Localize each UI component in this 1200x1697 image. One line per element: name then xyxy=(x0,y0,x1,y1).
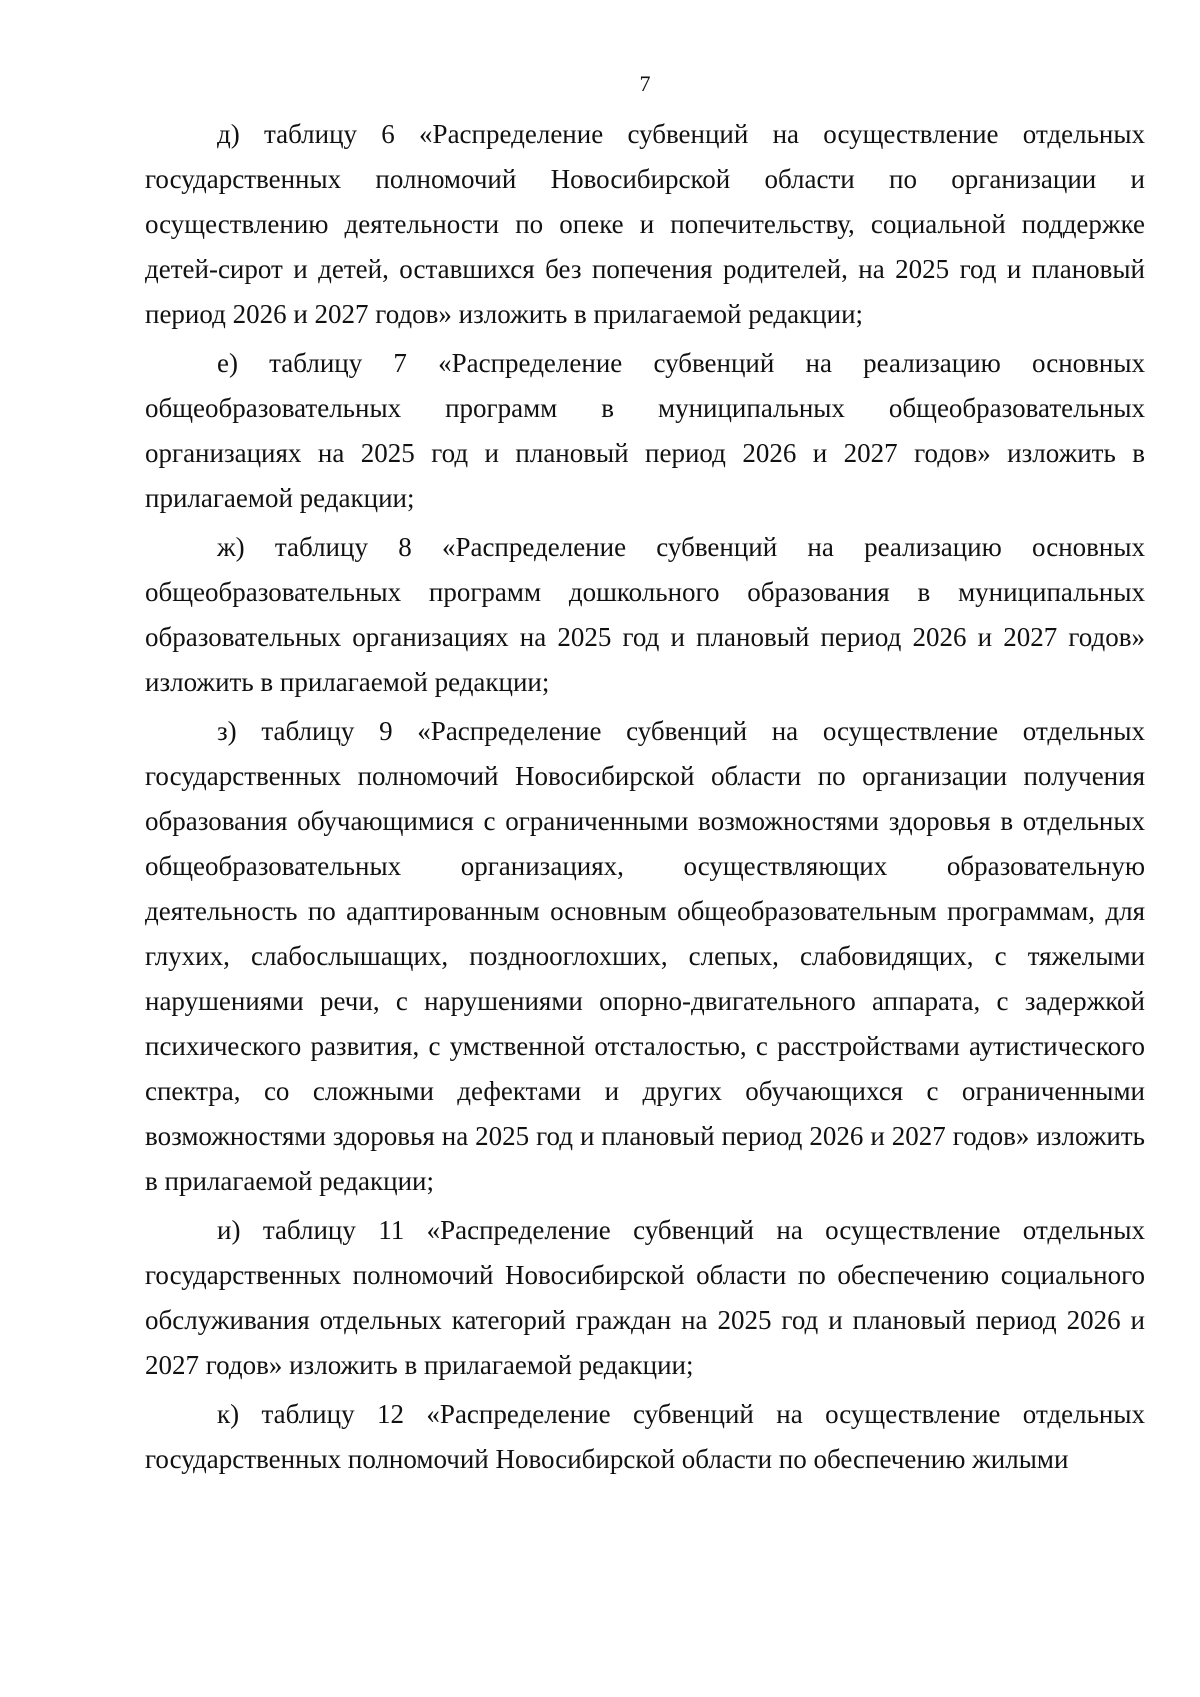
paragraph-zh: ж) таблицу 8 «Распределение субвенций на реализацию основных общеобразовательных программ дошкольного образования в муниципальных образовательных организациях на 2025 год и плановый период 2026 и 2027 годов» изложить в прилагаемой редакции; xyxy=(145,532,1145,697)
paragraph-z: з) таблицу 9 «Распределение субвенций на осуществление отдельных государственных полномочий Новосибирской области по организации получения образования обучающимися с ограниченными возможностями здоровья в отдельных общеобразовательных организациях, осуществляющих образовательную деятельность по адаптированным основным общеобразовательным программам, для глухих, слабослышащих, позднооглохших, слепых, слабовидящих, с тяжелыми нарушениями речи, с нарушениями опорно-двигательного аппарата, с задержкой психического развития, с умственной отсталостью, с расстройствами аутистического спектра, со сложными дефектами и других обучающихся с ограниченными возможностями здоровья на 2025 год и плановый период 2026 и 2027 годов» изложить в прилагаемой редакции; xyxy=(145,716,1145,1196)
paragraph-e: е) таблицу 7 «Распределение субвенций на реализацию основных общеобразовательных программ в муниципальных общеобразовательных организациях на 2025 год и плановый период 2026 и 2027 годов» изложить в прилагаемой редакции; xyxy=(145,348,1145,513)
document-body xyxy=(145,112,1145,1482)
paragraph-d: д) таблицу 6 «Распределение субвенций на осуществление отдельных государственных полномочий Новосибирской области по организации и осуществлению деятельности по опеке и попечительству, социальной поддержке детей-сирот и детей, оставшихся без попечения родителей, на 2025 год и плановый период 2026 и 2027 годов» изложить в прилагаемой редакции; xyxy=(145,119,1145,329)
paragraph-k: к) таблицу 12 «Распределение субвенций на осуществление отдельных государственных полномочий Новосибирской области по обеспечению жилыми xyxy=(145,1399,1145,1474)
page-number: 7 xyxy=(639,71,651,96)
paragraph-i: и) таблицу 11 «Распределение субвенций на осуществление отдельных государственных полномочий Новосибирской области по обеспечению социального обслуживания отдельных категорий граждан на 2025 год и плановый период 2026 и 2027 годов» изложить в прилагаемой редакции; xyxy=(145,1215,1145,1380)
